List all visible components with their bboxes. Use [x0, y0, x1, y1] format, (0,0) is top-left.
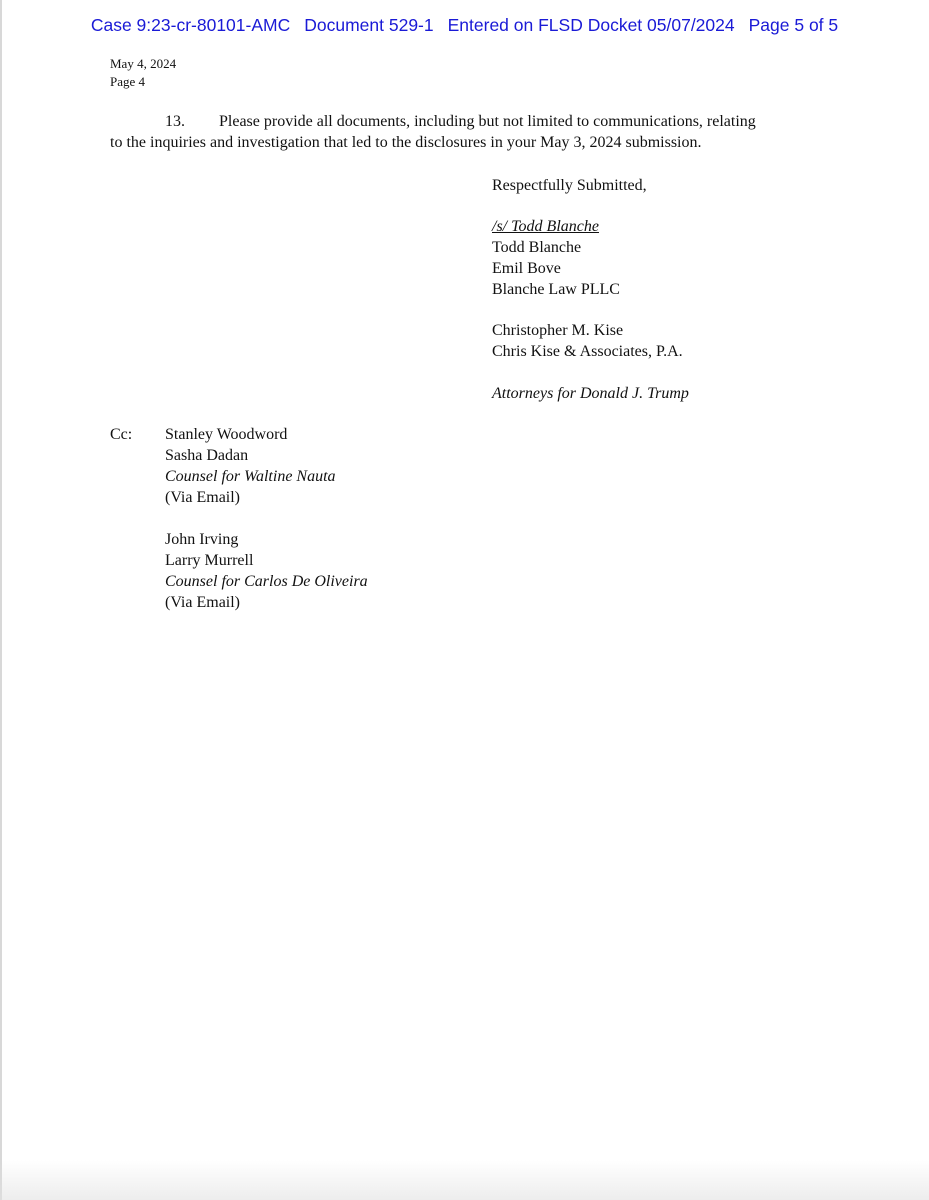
case-number: Case 9:23-cr-80101-AMC [90, 15, 291, 35]
cc-name-3: John Irving [165, 531, 239, 548]
page-count: Page 5 of 5 [748, 15, 839, 35]
cc-name-2: Sasha Dadan [165, 447, 249, 464]
court-docket-stamp [0, 15, 929, 36]
page-edge [0, 0, 2, 1200]
signer-name-2: Emil Bove [492, 260, 561, 277]
cc-name-1: Stanley Woodword [165, 426, 288, 443]
cc-label: Cc: [110, 426, 133, 443]
request-line-2: to the inquiries and investigation that led to the disclosures in your May 3, 2024 submission. [110, 134, 702, 151]
cc-via-1: (Via Email) [165, 489, 241, 506]
page-bottom-shadow [0, 1160, 929, 1200]
letter-date: May 4, 2024 [110, 56, 177, 71]
electronic-signature: /s/ Todd Blanche [492, 218, 599, 235]
firm-name-2: Chris Kise & Associates, P.A. [492, 343, 683, 360]
signer-name-3: Christopher M. Kise [492, 322, 624, 339]
cc-via-2: (Via Email) [165, 594, 241, 611]
request-line-1: Please provide all documents, including but not limited to communications, relating [219, 113, 756, 130]
closing-line: Respectfully Submitted, [492, 177, 647, 194]
cc-role-2: Counsel for Carlos De Oliveira [165, 573, 368, 590]
docket-entry: Entered on FLSD Docket 05/07/2024 [447, 15, 735, 35]
request-number: 13. [165, 113, 185, 130]
firm-name-1: Blanche Law PLLC [492, 281, 620, 298]
letter-page-number: Page 4 [110, 74, 146, 89]
document-number: Document 529-1 [304, 15, 434, 35]
cc-name-4: Larry Murrell [165, 552, 254, 569]
cc-role-1: Counsel for Waltine Nauta [165, 468, 336, 485]
signer-name-1: Todd Blanche [492, 239, 582, 256]
attorneys-role: Attorneys for Donald J. Trump [492, 385, 689, 402]
